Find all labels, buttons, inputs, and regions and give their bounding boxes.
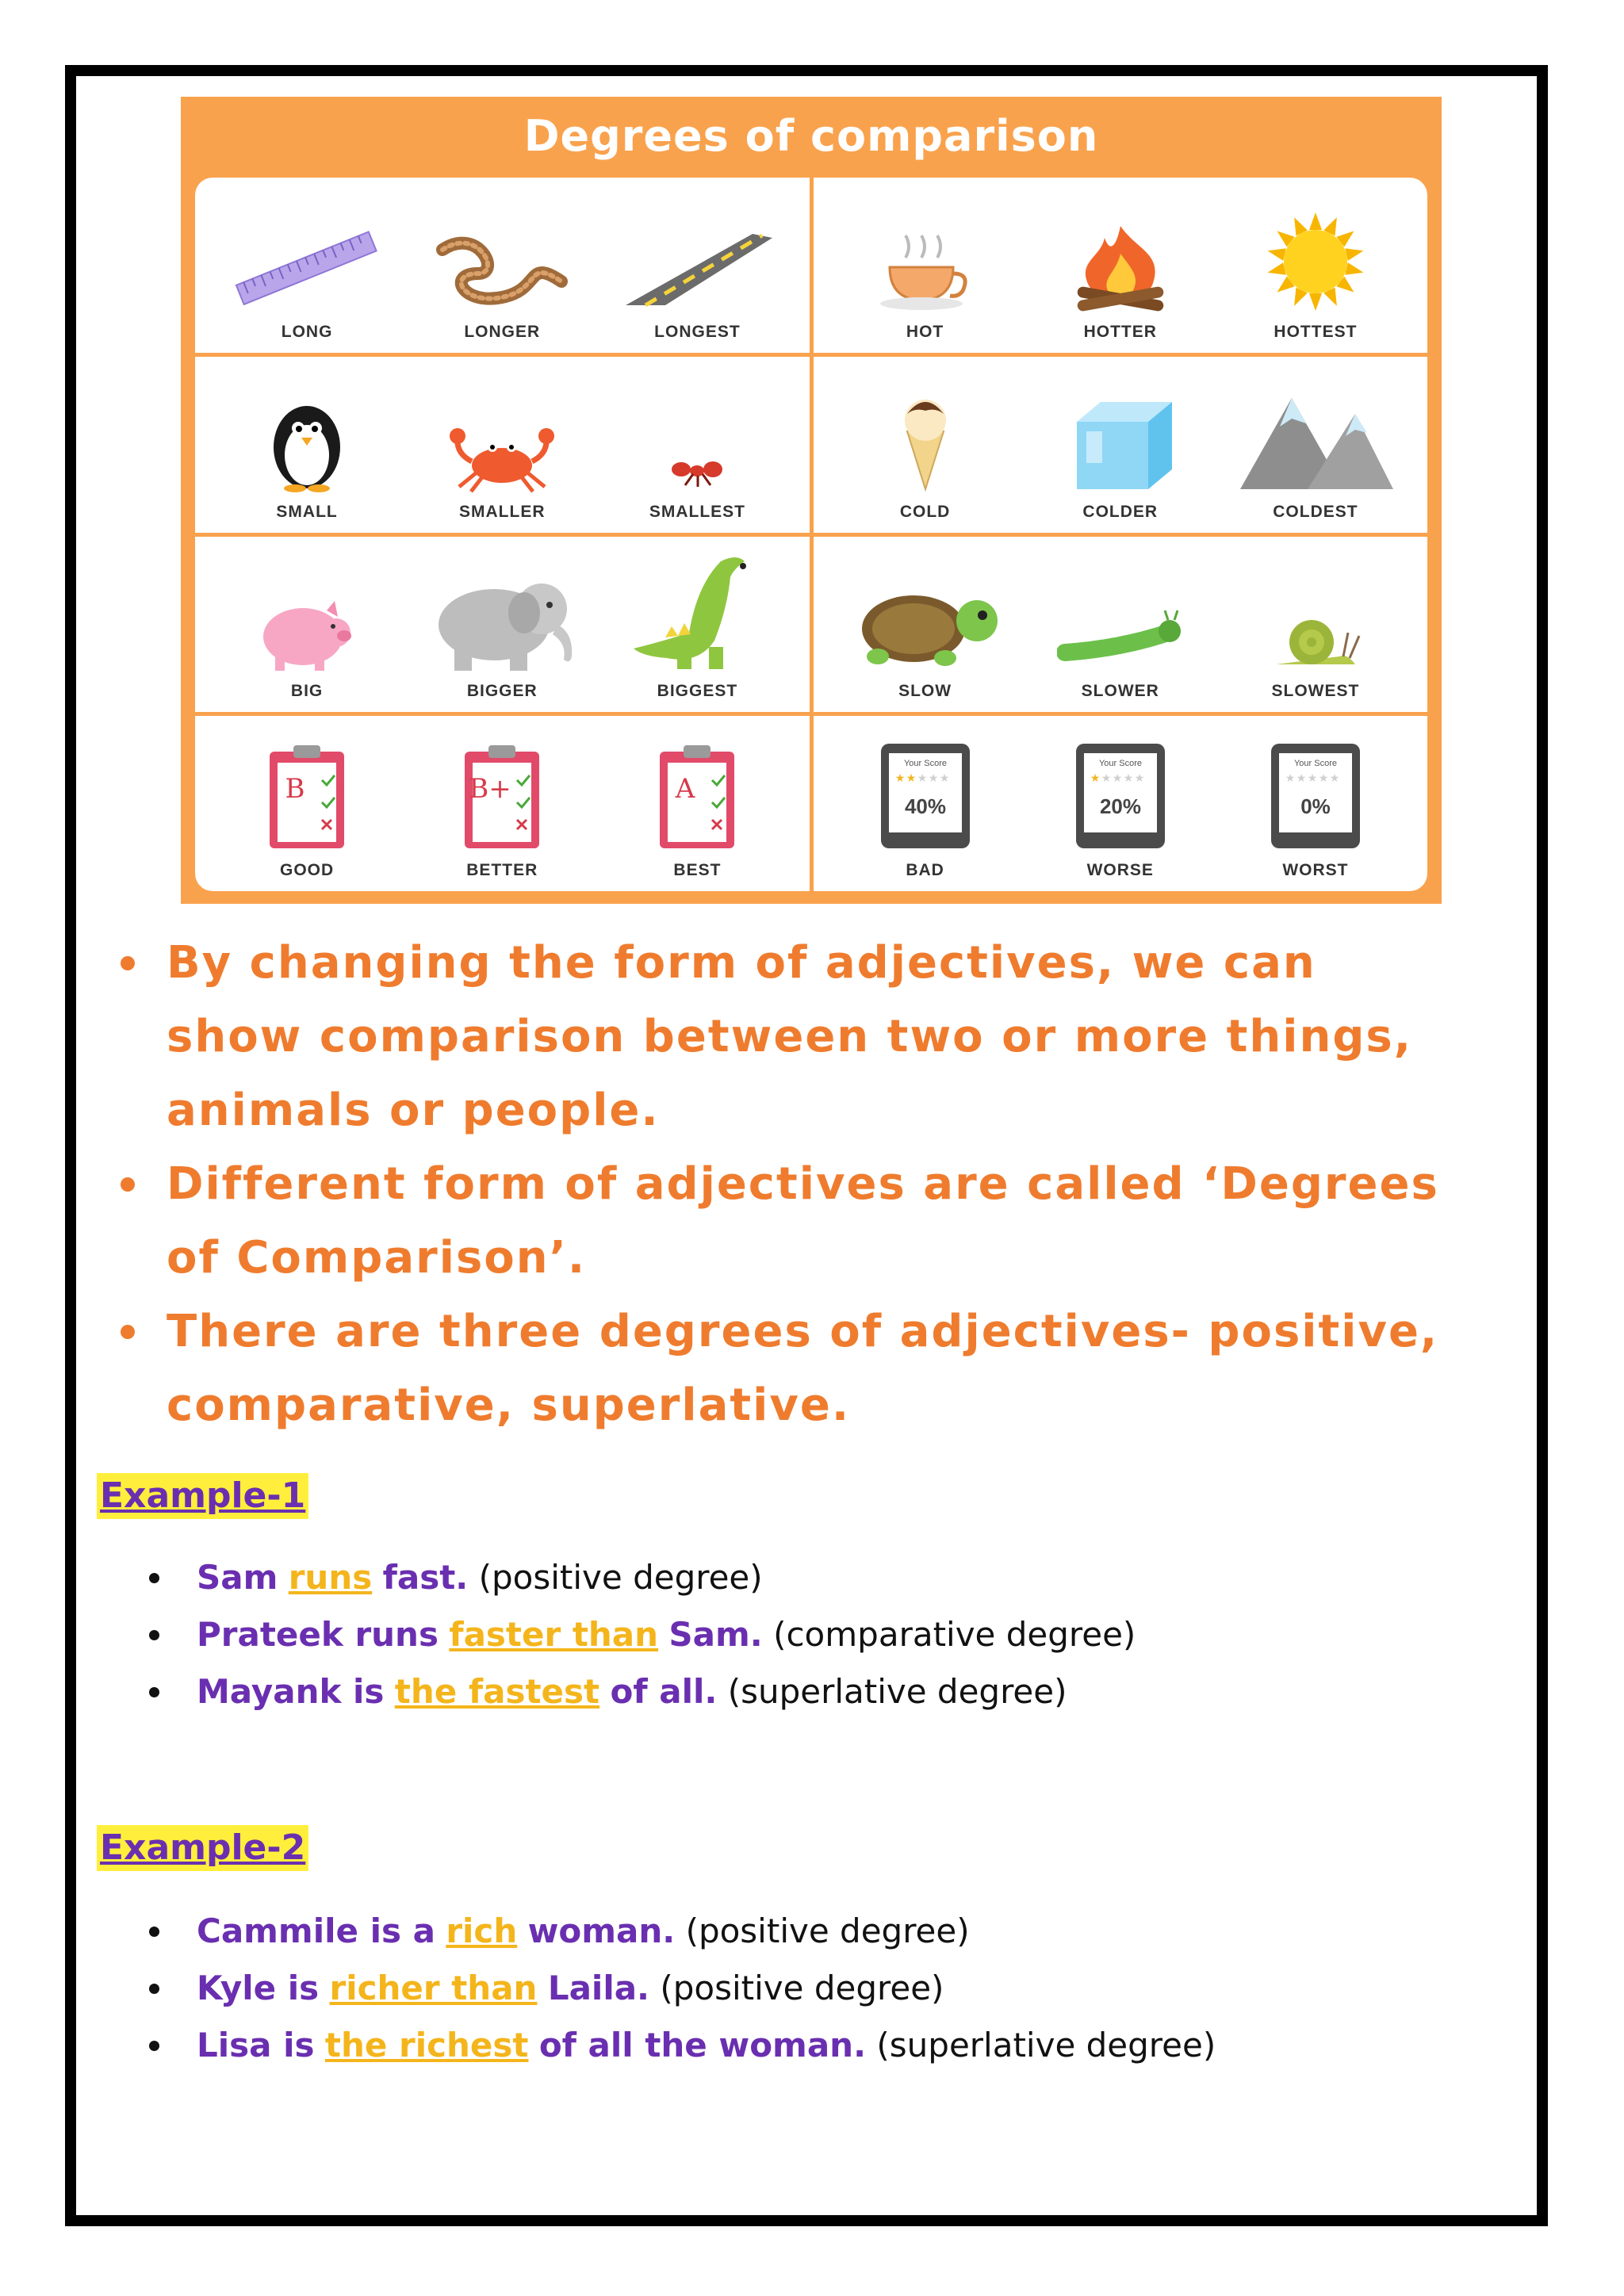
chart-item-label: BIGGEST [657, 681, 738, 700]
example-subject: Prateek runs [197, 1615, 439, 1654]
chart-item-label: SLOW [898, 681, 952, 700]
example-degree: (positive degree) [660, 1969, 944, 2007]
note-item: Different form of adjectives are called ‘Degrees of Comparison’. [111, 1147, 1459, 1295]
note-item: By changing the form of adjectives, we can show comparison between two or more things, animals or people. [111, 926, 1459, 1147]
score-tablet-icon [846, 733, 1005, 851]
chart-item-bigger [404, 537, 599, 712]
chart-item-label: SMALL [276, 502, 338, 521]
chart-item-longer [404, 178, 599, 353]
example-rest: of all the woman. [538, 2026, 867, 2064]
example-rest: Sam. [668, 1615, 763, 1654]
svg-text:Your Score: Your Score [903, 759, 947, 768]
chart-item-longest [599, 178, 795, 353]
chart-item-label: COLDEST [1273, 502, 1358, 521]
svg-text:★: ★ [1307, 772, 1318, 785]
chart-item-best [599, 716, 795, 891]
chart-item-label: HOTTEST [1274, 323, 1358, 342]
chart-item-biggest [599, 537, 795, 712]
chart-item-bad [828, 716, 1023, 891]
chart-item-cold [828, 357, 1023, 532]
example-adjective: the fastest [394, 1672, 600, 1711]
example-1-list [141, 1549, 1489, 1720]
svg-text:★: ★ [1112, 772, 1123, 785]
svg-text:★: ★ [1134, 772, 1145, 785]
svg-text:★: ★ [1090, 772, 1101, 785]
chart-item-label: BEST [673, 861, 722, 879]
example-2-heading: Example-2 [97, 1825, 308, 1871]
ice-cube-icon [1041, 374, 1200, 493]
chart-item-label: SMALLEST [649, 502, 746, 521]
chart-item-big [209, 537, 404, 712]
chart-item-slow [828, 537, 1023, 712]
example-degree: (superlative degree) [727, 1672, 1067, 1711]
example-adjective: faster than [449, 1615, 659, 1654]
example-rest: fast. [382, 1558, 469, 1597]
chart-item-label: WORST [1282, 861, 1349, 879]
svg-text:★: ★ [1329, 772, 1340, 785]
chart-item-label: HOT [906, 323, 944, 342]
chart-item-better [404, 716, 599, 891]
chart-item-good [209, 716, 404, 891]
example-item [141, 1960, 1489, 2017]
example-degree: (positive degree) [478, 1558, 763, 1597]
pig-icon [228, 553, 386, 672]
chart-item-hot [828, 178, 1023, 353]
svg-text:★: ★ [1101, 772, 1112, 785]
chart-item-label: BIGGER [466, 681, 538, 700]
example-subject: Sam [197, 1558, 278, 1597]
chart-item-hotter [1023, 178, 1218, 353]
svg-text:★: ★ [928, 772, 938, 785]
svg-text:★: ★ [1296, 772, 1307, 785]
chart-item-smallest [599, 357, 795, 532]
chart-item-small [209, 357, 404, 532]
example-item [141, 1663, 1489, 1720]
dinosaur-icon [618, 553, 776, 672]
example-degree: (comparative degree) [773, 1615, 1136, 1654]
example-degree: (superlative degree) [876, 2026, 1216, 2064]
chart-item-label: HOTTER [1083, 323, 1157, 342]
example-rest: Laila. [547, 1969, 650, 2007]
snake-icon [423, 194, 581, 313]
chart-item-label: BIG [290, 681, 324, 700]
example-rest: woman. [527, 1911, 676, 1950]
svg-text:20%: 20% [1099, 794, 1141, 818]
chart-row-4-left [195, 716, 810, 891]
example-subject: Mayank is [197, 1672, 385, 1711]
chart-item-label: COLD [899, 502, 951, 521]
svg-text:A: A [676, 773, 695, 805]
ice-cream-icon [846, 374, 1005, 493]
campfire-icon [1041, 194, 1200, 313]
chart-row-2-right [814, 357, 1428, 532]
chart-row-2-left [195, 357, 810, 532]
chart-item-label: LONGER [464, 323, 541, 342]
chart-grid [195, 178, 1427, 891]
elephant-icon [423, 553, 581, 672]
chart-item-slower [1023, 537, 1218, 712]
example-adjective: richer than [329, 1969, 538, 2007]
svg-text:★: ★ [906, 772, 916, 785]
degrees-chart [181, 97, 1442, 904]
ant-icon [618, 374, 776, 493]
svg-text:★: ★ [1318, 772, 1329, 785]
turtle-icon [846, 553, 1005, 672]
clipboard-grade-icon [618, 733, 776, 851]
chart-row-1-left [195, 178, 810, 353]
chart-item-label: GOOD [280, 861, 335, 879]
penguin-icon [228, 374, 386, 493]
svg-text:40%: 40% [904, 794, 946, 818]
chart-item-worse [1023, 716, 1218, 891]
clipboard-grade-icon [228, 733, 386, 851]
chart-row-3-left [195, 537, 810, 712]
chart-item-label: WORSE [1086, 861, 1154, 879]
chart-item-label: BETTER [466, 861, 538, 879]
example-item [141, 1549, 1489, 1606]
example-degree: (positive degree) [685, 1911, 970, 1950]
note-item: There are three degrees of adjectives- positive, comparative, superlative. [111, 1295, 1459, 1442]
chart-row-3-right [814, 537, 1428, 712]
chart-item-label: SMALLER [459, 502, 546, 521]
chart-item-label: COLDER [1082, 502, 1159, 521]
svg-text:Your Score: Your Score [1098, 759, 1142, 768]
svg-text:0%: 0% [1300, 794, 1331, 818]
chart-item-label: SLOWEST [1271, 681, 1360, 700]
chart-item-worst [1218, 716, 1413, 891]
chart-item-label: LONGEST [654, 323, 741, 342]
road-icon [618, 194, 776, 313]
chart-item-coldest [1218, 357, 1413, 532]
example-subject: Lisa is [197, 2026, 315, 2064]
caterpillar-icon [1041, 553, 1200, 672]
chart-item-label: BAD [906, 861, 944, 879]
svg-text:B: B [285, 773, 305, 805]
snowy-mountains-icon [1236, 374, 1395, 493]
svg-text:★: ★ [939, 772, 949, 785]
hot-tea-icon [846, 194, 1005, 313]
example-item [141, 2017, 1489, 2074]
chart-item-label: LONG [281, 323, 333, 342]
example-rest: of all. [610, 1672, 718, 1711]
svg-text:★: ★ [917, 772, 927, 785]
chart-item-long [209, 178, 404, 353]
chart-item-label: SLOWER [1081, 681, 1159, 700]
clipboard-grade-icon [423, 733, 581, 851]
chart-item-smaller [404, 357, 599, 532]
score-tablet-icon [1041, 733, 1200, 851]
chart-item-slowest [1218, 537, 1413, 712]
notes-list [111, 926, 1459, 1442]
example-adjective: the richest [324, 2026, 529, 2064]
snail-icon [1236, 553, 1395, 672]
example-adjective: rich [446, 1911, 518, 1950]
ruler-icon [228, 194, 386, 313]
chart-item-colder [1023, 357, 1218, 532]
example-1-heading: Example-1 [97, 1473, 308, 1519]
example-item [141, 1606, 1489, 1663]
score-tablet-icon [1236, 733, 1395, 851]
example-item [141, 1903, 1489, 1960]
svg-text:B+: B+ [469, 773, 511, 805]
chart-row-4-right [814, 716, 1428, 891]
sun-icon [1236, 194, 1395, 313]
chart-row-1-right [814, 178, 1428, 353]
example-subject: Kyle is [197, 1969, 320, 2007]
svg-text:Your Score: Your Score [1293, 759, 1337, 768]
example-adjective: runs [288, 1558, 373, 1597]
svg-text:★: ★ [1285, 772, 1296, 785]
crab-icon [423, 374, 581, 493]
chart-title: Degrees of comparison [523, 111, 1099, 161]
example-2-list [141, 1903, 1489, 2074]
example-subject: Cammile is a [197, 1911, 435, 1950]
svg-text:★: ★ [1123, 772, 1134, 785]
chart-item-hottest [1218, 178, 1413, 353]
svg-text:★: ★ [894, 772, 905, 785]
